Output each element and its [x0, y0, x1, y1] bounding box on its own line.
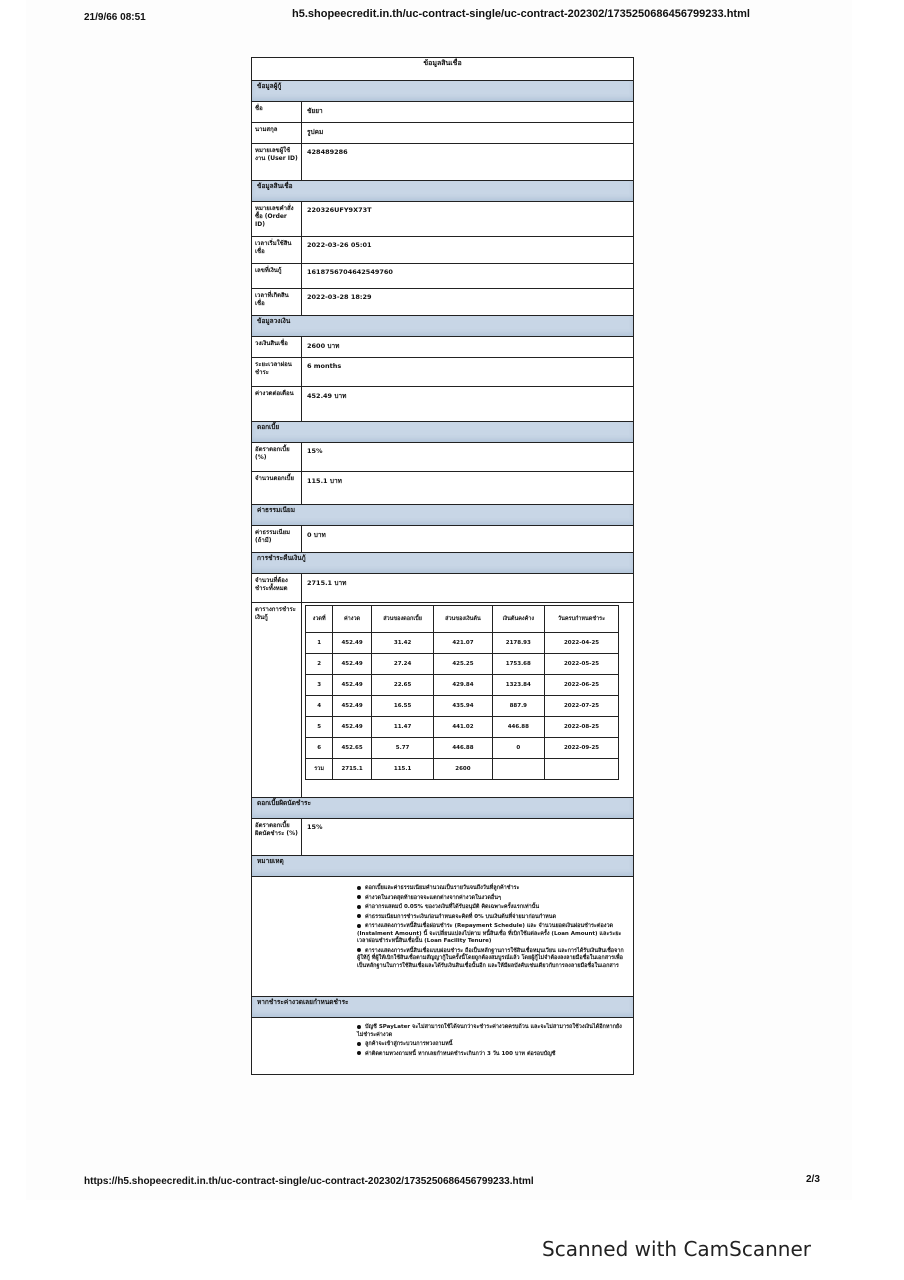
section-overdue: หากชำระค่างวดเลยกำหนดชำระ — [252, 997, 633, 1018]
penalty-value: 15% — [307, 823, 323, 831]
cell-principal: 2600 — [434, 759, 492, 780]
table-row — [306, 738, 619, 759]
list-item — [357, 885, 625, 893]
table-row — [306, 633, 619, 654]
bullet-icon — [357, 905, 361, 909]
interest-amount-value: 115.1 บาท — [307, 477, 342, 485]
list-item — [357, 895, 625, 903]
row-limit — [252, 337, 633, 358]
user-id-label: หมายเลขผู้ใช้งาน (User ID) — [252, 144, 302, 180]
cell-due-date: 2022-06-25 — [545, 675, 619, 696]
cell-installment: 452.49 — [333, 675, 372, 696]
row-interest-amount — [252, 472, 633, 505]
user-id-value: 428489286 — [307, 148, 348, 156]
cell-due-date: 2022-07-25 — [545, 696, 619, 717]
total-label: จำนวนที่ต้องชำระทั้งหมด — [252, 574, 302, 602]
cell-period: 5 — [306, 717, 333, 738]
cell-principal: 435.94 — [434, 696, 492, 717]
row-first-name — [252, 102, 633, 123]
section-fee: ค่าธรรมเนียม — [252, 505, 633, 526]
last-name-value: รูปคม — [307, 128, 324, 136]
list-item — [357, 1051, 625, 1059]
cell-due-date — [545, 759, 619, 780]
cell-interest: 115.1 — [371, 759, 434, 780]
table-row-total — [306, 759, 619, 780]
remarks-list — [347, 885, 625, 970]
section-loan: ข้อมูลสินเชื่อ — [252, 181, 633, 202]
first-name-label: ชื่อ — [252, 102, 302, 122]
schedule-header: ค่างวด — [333, 606, 372, 633]
cell-interest: 27.24 — [371, 654, 434, 675]
bullet-icon — [357, 948, 361, 952]
section-repayment: การชำระคืนเงินกู้ — [252, 553, 633, 574]
bullet-icon — [357, 1025, 361, 1029]
cell-installment: 2715.1 — [333, 759, 372, 780]
first-name-value: ชัยยา — [307, 107, 323, 115]
monthly-label: ค่างวดต่อเดือน — [252, 387, 302, 421]
table-row — [306, 717, 619, 738]
list-item — [357, 904, 625, 912]
cell-period: 3 — [306, 675, 333, 696]
schedule-header: เงินต้นคงค้าง — [492, 606, 545, 633]
row-fee — [252, 526, 633, 553]
scanner-watermark: Scanned with CamScanner — [542, 1237, 811, 1261]
remark-text: ค่างวดในงวดสุดท้ายอาจจะแตกต่างจากค่างวดในงวดอื่นๆ — [365, 894, 501, 901]
cell-due-date: 2022-09-25 — [545, 738, 619, 759]
cell-outstanding: 2178.93 — [492, 633, 545, 654]
order-id-label: หมายเลขคำสั่งซื้อ (Order ID) — [252, 202, 302, 236]
fee-label: ค่าธรรมเนียม (ถ้ามี) — [252, 526, 302, 552]
cell-period: 6 — [306, 738, 333, 759]
print-header-url: h5.shopeecredit.in.th/uc-contract-single/uc-contract-202302/1735250686456799233.html — [292, 8, 750, 20]
remark-text: ตารางแสดงภาระหนี้สินเชื่อผ่อนชำระ (Repayment Schedule) และ จำนวนยอดเงินผ่อนชำระต่องวด (Instalment Amount) นี้ จะเปลี่ยนแปลงไปตาม หนี้สินเชื่อ ที่เบิกใช้แต่ละครั้ง (Loan Amount) และระยะเวลาผ่อนชำระหนี้สินเชื่อนั้น (Loan Facility Tenure) — [357, 923, 622, 944]
cell-interest: 16.55 — [371, 696, 434, 717]
cell-interest: 5.77 — [371, 738, 434, 759]
cell-principal: 429.84 — [434, 675, 492, 696]
bullet-icon — [357, 886, 361, 890]
interest-amount-label: จำนวนดอกเบี้ย — [252, 472, 302, 504]
table-row — [306, 696, 619, 717]
cell-due-date: 2022-04-25 — [545, 633, 619, 654]
cell-principal: 425.25 — [434, 654, 492, 675]
cell-installment: 452.49 — [333, 717, 372, 738]
schedule-header-row — [306, 606, 619, 633]
monthly-value: 452.49 บาท — [307, 392, 347, 400]
section-borrower: ข้อมูลผู้กู้ — [252, 81, 633, 102]
cell-interest: 11.47 — [371, 717, 434, 738]
cell-due-date: 2022-05-25 — [545, 654, 619, 675]
remarks-block — [252, 877, 633, 997]
schedule-container — [302, 603, 633, 797]
cell-installment: 452.49 — [333, 696, 372, 717]
cell-outstanding: 1323.84 — [492, 675, 545, 696]
cell-outstanding: 887.9 — [492, 696, 545, 717]
apply-time-value: 2022-03-26 05:01 — [307, 241, 372, 249]
overdue-text: ลูกค้าจะเข้าสู่กระบวนการทวงถามหนี้ — [365, 1041, 453, 1047]
cell-principal: 421.07 — [434, 633, 492, 654]
cell-interest: 22.65 — [371, 675, 434, 696]
cell-outstanding: 446.88 — [492, 717, 545, 738]
row-order-id — [252, 202, 633, 237]
schedule-header: งวดที่ — [306, 606, 333, 633]
cell-principal: 446.88 — [434, 738, 492, 759]
last-name-label: นามสกุล — [252, 123, 302, 143]
schedule-header: ส่วนของเงินต้น — [434, 606, 492, 633]
loan-time-label: เวลาที่เกิดสินเชื่อ — [252, 289, 302, 315]
loan-time-value: 2022-03-28 18:29 — [307, 293, 372, 301]
order-id-value: 220326UFY9X73T — [307, 206, 372, 214]
section-limit: ข้อมูลวงเงิน — [252, 316, 633, 337]
total-value: 2715.1 บาท — [307, 579, 347, 587]
remark-text: ตารางแสดงภาระหนี้สินเชื่อแบบผ่อนชำระ ถือเป็นหลักฐานการใช้สินเชื่อหมุนเวียน และการได้รับเงินสินเชื่อจากผู้ให้กู้ ที่ผู้ให้เบิกใช้สินเชื่อตามสัญญากู้ในครั้งนี้โดยถูกต้องสมบูรณ์แล้ว โดยผู้กู้ไม่จำต้องลงลายมือชื่อในเอกสารเพื่อเป็นหลักฐานในการใช้สินเชื่อและได้รับเงินสินเชื่อนั้นอีก และให้มีผลบังคับเช่นเดียวกับการลงลายมือชื่อในเอกสาร — [357, 947, 624, 969]
table-row — [306, 654, 619, 675]
overdue-block — [252, 1018, 633, 1074]
remark-text: ดอกเบี้ยและค่าธรรมเนียมคำนวณเป็นรายวันจนถึงวันที่ลูกค้าชำระ — [365, 885, 520, 891]
cell-interest: 31.42 — [371, 633, 434, 654]
schedule-header: ส่วนของดอกเบี้ย — [371, 606, 434, 633]
receipt-value: 1618756704642549760 — [307, 268, 393, 276]
interest-rate-value: 15% — [307, 447, 323, 455]
interest-rate-label: อัตราดอกเบี้ย (%) — [252, 443, 302, 471]
cell-installment: 452.65 — [333, 738, 372, 759]
repayment-schedule-table — [305, 605, 619, 780]
loan-info-document — [251, 57, 634, 1075]
fee-value: 0 บาท — [307, 531, 326, 539]
section-remark: หมายเหตุ — [252, 856, 633, 877]
bullet-icon — [357, 1042, 361, 1046]
overdue-list — [347, 1024, 625, 1058]
cell-installment: 452.49 — [333, 633, 372, 654]
list-item — [357, 1024, 625, 1039]
limit-label: วงเงินสินเชื่อ — [252, 337, 302, 357]
remark-text: ค่าอากรแสตมป์ 0.05% ของวงเงินที่ได้รับอนุมัติ คิดเฉพาะครั้งแรกเท่านั้น — [365, 904, 540, 910]
row-interest-rate — [252, 443, 633, 472]
cell-outstanding: 0 — [492, 738, 545, 759]
row-total — [252, 574, 633, 603]
row-monthly — [252, 387, 633, 422]
row-user-id — [252, 144, 633, 181]
cell-period: รวม — [306, 759, 333, 780]
overdue-text: บัญชี SPayLater จะไม่สามารถใช้ได้จนกว่าจะชำระค่างวดครบถ้วน และจะไม่สามารถใช้วงเงินได้อีกหากยังไม่ชำระค่างวด — [357, 1024, 622, 1038]
document-title: ข้อมูลสินเชื่อ — [252, 58, 633, 81]
apply-time-label: เวลาเริ่มใช้สินเชื่อ — [252, 237, 302, 263]
cell-period: 2 — [306, 654, 333, 675]
list-item — [357, 914, 625, 922]
page-number: 2/3 — [806, 1174, 820, 1185]
table-row — [306, 675, 619, 696]
cell-outstanding — [492, 759, 545, 780]
tenure-label: ระยะเวลาผ่อนชำระ — [252, 358, 302, 386]
bullet-icon — [357, 914, 361, 918]
cell-period: 1 — [306, 633, 333, 654]
overdue-text: ค่าติดตามทวงถามหนี้ หากเลยกำหนดชำระเกินกว่า 3 วัน 100 บาท ต่อรอบบัญชี — [365, 1050, 556, 1057]
schedule-header: วันครบกำหนดชำระ — [545, 606, 619, 633]
schedule-label: ตารางการชำระเงินกู้ — [252, 603, 302, 797]
print-datetime: 21/9/66 08:51 — [84, 12, 146, 23]
cell-due-date: 2022-08-25 — [545, 717, 619, 738]
row-apply-time — [252, 237, 633, 264]
limit-value: 2600 บาท — [307, 342, 340, 350]
row-schedule — [252, 603, 633, 798]
row-receipt — [252, 264, 633, 289]
list-item — [357, 1041, 625, 1049]
cell-installment: 452.49 — [333, 654, 372, 675]
section-interest: ดอกเบี้ย — [252, 422, 633, 443]
row-penalty — [252, 819, 633, 856]
list-item — [357, 948, 625, 971]
remark-text: ค่าธรรมเนียมการชำระเงินก่อนกำหนดจะคิดที่ 0% บนเงินต้นที่จ่ายมาก่อนกำหนด — [365, 913, 557, 920]
bullet-icon — [357, 1051, 361, 1055]
bullet-icon — [357, 924, 361, 928]
penalty-label: อัตราดอกเบี้ยผิดนัดชำระ (%) — [252, 819, 302, 855]
section-penalty: ดอกเบี้ยผิดนัดชำระ — [252, 798, 633, 819]
tenure-value: 6 months — [307, 362, 342, 370]
cell-principal: 441.02 — [434, 717, 492, 738]
receipt-label: เลขที่เงินกู้ — [252, 264, 302, 288]
cell-period: 4 — [306, 696, 333, 717]
row-last-name — [252, 123, 633, 144]
cell-outstanding: 1753.68 — [492, 654, 545, 675]
bullet-icon — [357, 895, 361, 899]
row-loan-time — [252, 289, 633, 316]
row-tenure — [252, 358, 633, 387]
list-item — [357, 923, 625, 946]
print-footer-url: https://h5.shopeecredit.in.th/uc-contract-single/uc-contract-202302/1735250686456799233.html — [84, 1176, 534, 1187]
